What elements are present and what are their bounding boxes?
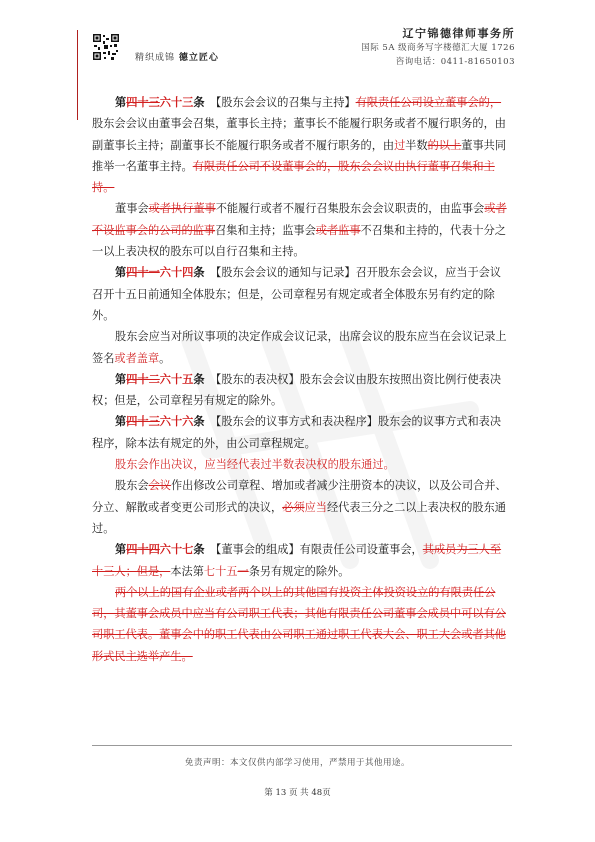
article-64-para-2: 股东会应当对所议事项的决定作成会议记录，出席会议的股东应当在会议记录上签名或者盖章。 [92,330,507,365]
article-65-title: 【股东的表决权】 [215,372,300,386]
article-65: 第四十二六十五条 【股东的表决权】股东会会议由股东按照出资比例行使表决权；但是，公司章程另有规定的除外。 [92,371,502,408]
firm-phone: 咨询电话：0411-81650103 [395,57,515,67]
page-number: 第 13 页 共 48页 [264,788,331,798]
article-67: 第四十四六十七条 【董事会的组成】有限责任公司设董事会，其成员为三人至十三人；但是，本法第七十五一条另有规定的除外。 [92,542,502,578]
article-64: 第四十一六十四条 【股东会会议的通知与记录】召开股东会会议，应当于会议召开十五日前通知全体股东；但是，公司章程另有规定或者全体股东另有约定的除外。 [92,265,502,322]
article-64-title: 【股东会会议的通知与记录】 [215,266,356,280]
article-63-title: 【股东会会议的召集与主持】 [215,96,356,109]
article-64-label: 第四十一六十四条 [115,265,205,280]
article-66-para-3: 股东会会议作出修改公司章程、增加或者减少注册资本的决议，以及公司合并、分立、解散或者变更公司形式的决议，必须应当经代表三分之二以上表决权的股东通过。 [92,479,507,535]
article-67-para-2-deleted: 两个以上的国有企业或者两个以上的其他国有投资主体投资设立的有限责任公司，其董事会成员中应当有公司职工代表；其他有限责任公司董事会成员中可以有公司职工代表。董事会中的职工代表由公司职工通过职工代表大会、职工大会或者其他形式民主选举产生。 [92,585,506,663]
article-67-label: 第四十四六十七条 [115,542,205,557]
article-66: 第四十三六十六条 【股东会的议事方式和表决程序】股东会的议事方式和表决程序，除本法有规定的外，由公司章程规定。 [92,414,502,450]
brand-slogan [135,50,219,63]
header-red-rule [77,30,78,120]
article-66-title: 【股东会的议事方式和表决程序】 [215,415,378,429]
brand-slogan-part-a: 精织成锦 [135,53,179,63]
article-63-para-2: 董事会或者执行董事不能履行或者不履行召集股东会会议职责的，由监事会或者不设监事会的公司的监事召集和主持；监事会或者监事不召集和主持的，代表十分之一以上表决权的股东可以自行召集和主持。 [92,202,507,259]
letterhead [361,27,515,69]
qr-code-icon [92,33,120,61]
article-63: 第四十三六十三条 【股东会会议的召集与主持】有限责任公司设立董事会的，股东会会议由董事会召集，董事长主持；董事长不能履行职务或者不履行职务的，由副董事长主持；副董事长不能履行职务或者不履行职务的，由过半数的以上董事共同推举一名董事主持。有限责任公司不设董事会的，股东会会议由执行董事召集和主持。 [92,95,507,195]
footer-divider [92,745,512,746]
article-66-label: 第四十三六十六条 [115,414,205,429]
document-body [92,92,512,667]
article-65-label: 第四十二六十五条 [115,371,205,386]
article-67-title: 【董事会的组成】 [215,543,300,557]
footer-disclaimer: 免责声明：本文仅供内部学习使用，严禁用于其他用途。 [184,758,410,768]
firm-address: 国际 5A 级商务写字楼德汇大厦 1726 [361,43,515,53]
article-66-para-2: 股东会作出决议，应当经代表过半数表决权的股东通过。 [115,458,395,472]
firm-name: 辽宁锦德律师事务所 [402,27,515,40]
article-63-label: 第四十三六十三条 [115,95,205,109]
brand-slogan-part-b: 德立匠心 [178,53,219,63]
